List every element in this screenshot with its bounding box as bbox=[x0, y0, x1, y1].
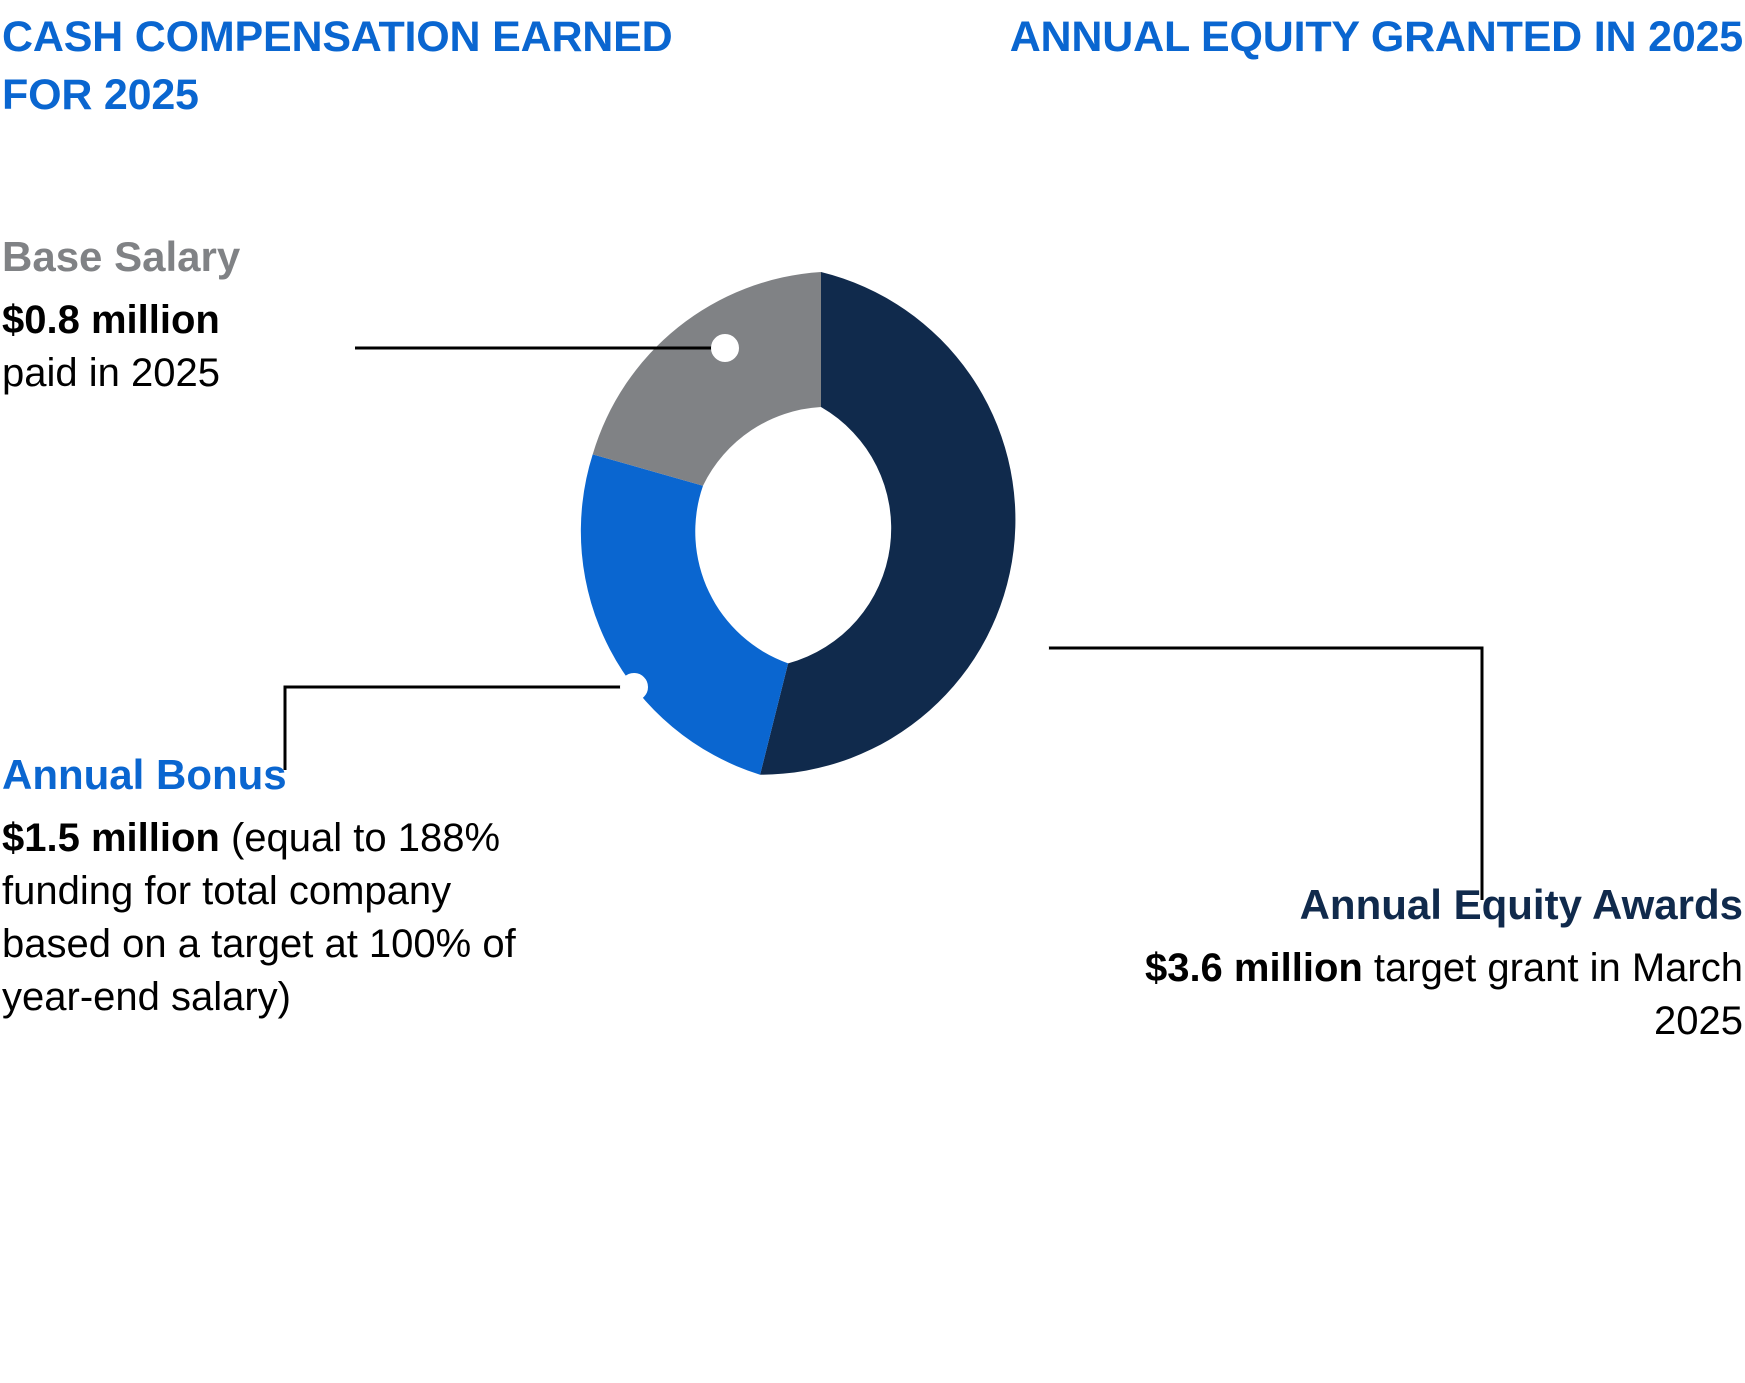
callout-annual-bonus-detail: (equal to 188% funding for total company based on a target at 100% of year-end salary) bbox=[2, 816, 516, 1019]
callout-annual-bonus bbox=[2, 750, 522, 1024]
callout-base-salary-amount: $0.8 million bbox=[2, 298, 220, 343]
callout-annual-equity-detail: target grant in March 2025 bbox=[1362, 946, 1743, 1044]
callout-annual-bonus-title: Annual Bonus bbox=[2, 751, 287, 798]
callout-annual-equity-body bbox=[1123, 942, 1743, 1048]
callout-annual-bonus-body bbox=[2, 812, 522, 1023]
header-cash-compensation: CASH COMPENSATION EARNED FOR 2025 bbox=[2, 13, 673, 120]
callout-base-salary-body bbox=[2, 294, 432, 400]
callout-base-salary-detail: paid in 2025 bbox=[2, 351, 220, 396]
compensation-donut-chart bbox=[556, 262, 1086, 792]
donut-slice-base-salary bbox=[593, 272, 821, 486]
callout-base-salary bbox=[2, 232, 432, 400]
callout-annual-equity-amount: $3.6 million bbox=[1144, 946, 1363, 991]
callout-annual-equity bbox=[1123, 880, 1743, 1048]
callout-annual-equity-title: Annual Equity Awards bbox=[1299, 881, 1743, 928]
header-annual-equity: ANNUAL EQUITY GRANTED IN 2025 bbox=[1009, 13, 1743, 61]
leader-line-annual-equity bbox=[1035, 648, 1482, 900]
callout-annual-bonus-amount: $1.5 million bbox=[2, 816, 220, 861]
callout-base-salary-title: Base Salary bbox=[2, 233, 241, 280]
donut-slice-annual-bonus bbox=[581, 454, 788, 774]
donut-svg bbox=[556, 262, 1086, 792]
